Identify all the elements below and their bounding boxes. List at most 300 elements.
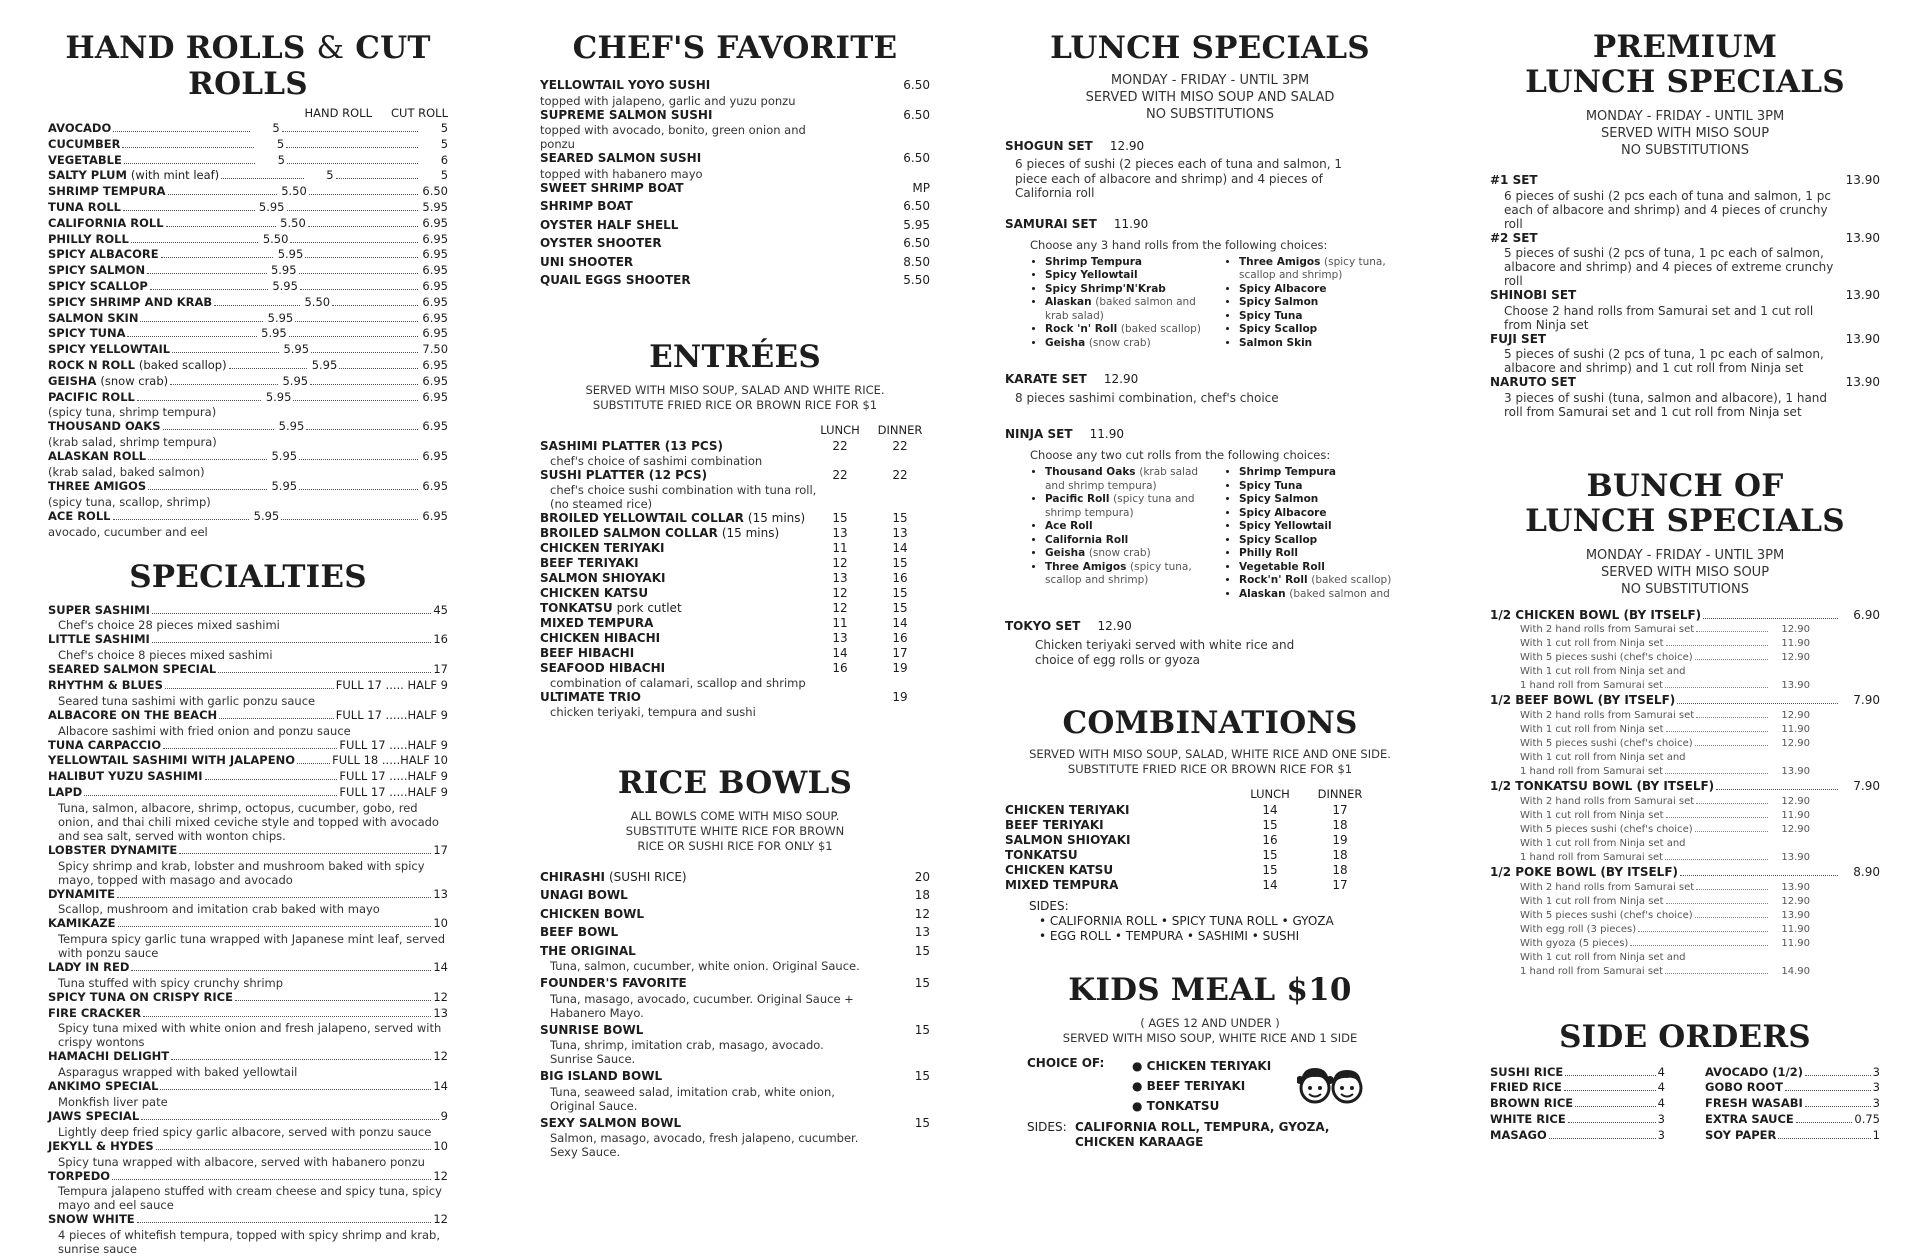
bunch-bowl-item bbox=[1490, 779, 1880, 795]
roll-choice bbox=[1239, 507, 1415, 521]
specialties-list bbox=[48, 603, 448, 1256]
premium-title-line: PREMIUM bbox=[1592, 29, 1778, 65]
bowl-option-label: With 5 pieces sushi (chef's choice) bbox=[1520, 738, 1693, 750]
lunch-price: 12 bbox=[832, 585, 848, 600]
item-name: CHICKEN TERIYAKI bbox=[540, 540, 665, 555]
side-order-item bbox=[1705, 1096, 1880, 1112]
item-name: NARUTO SET bbox=[1490, 375, 1576, 389]
item-note: (SUSHI RICE) bbox=[609, 869, 687, 884]
item-name: ACE ROLL bbox=[48, 508, 111, 523]
dinner-price: 19 bbox=[892, 689, 908, 704]
dot-leader bbox=[1665, 773, 1768, 774]
bunch-title bbox=[1490, 469, 1880, 539]
item-name: AVOCADO bbox=[48, 121, 112, 135]
item-name: VEGETABLE bbox=[48, 152, 122, 167]
bullet-icon: ● bbox=[1132, 1099, 1147, 1113]
specialties-title: SPECIALTIES bbox=[129, 558, 367, 595]
bowl-option bbox=[1490, 851, 1880, 865]
cut-roll-price: 6.95 bbox=[422, 263, 448, 278]
dinner-price: 15 bbox=[892, 585, 908, 600]
bowl-option bbox=[1490, 823, 1880, 837]
dot-leader bbox=[1796, 1122, 1853, 1123]
item-name: SUSHI RICE bbox=[1490, 1064, 1564, 1079]
item-name-wrap bbox=[540, 526, 810, 541]
hand-roll-price: 5 bbox=[326, 168, 334, 183]
roll-choice-name: Ace Roll bbox=[1045, 520, 1093, 532]
dot-leader bbox=[299, 489, 418, 490]
item-name: CHICKEN BOWL bbox=[540, 906, 645, 921]
item-name: SUPREME SALMON SUSHI bbox=[540, 107, 713, 122]
ninja-set-price: 11.90 bbox=[1089, 427, 1124, 441]
dot-leader bbox=[124, 163, 255, 164]
roll-choice bbox=[1045, 493, 1221, 520]
item-desc: Salmon, masago, avocado, fresh jalapeno, cucumber. Sexy Sauce. bbox=[550, 1131, 859, 1159]
hand-roll-price: 5.50 bbox=[281, 184, 307, 199]
item-price: 17 bbox=[433, 842, 448, 857]
item-price: 4 bbox=[1657, 1064, 1665, 1079]
roll-choice-note: (baked salmon and krab salad) bbox=[1045, 296, 1196, 322]
specialty-item bbox=[48, 603, 448, 619]
item-name-wrap bbox=[540, 944, 860, 960]
item-price: 10 bbox=[433, 1138, 448, 1153]
cut-roll-price: 7.50 bbox=[422, 342, 449, 357]
item-price: 0.75 bbox=[1854, 1112, 1880, 1127]
cut-roll-price: 5 bbox=[440, 168, 449, 183]
item-name: RHYTHM & BLUES bbox=[48, 677, 163, 692]
item-name: KAMIKAZE bbox=[48, 916, 116, 931]
samurai-set-name: SAMURAI SET bbox=[1005, 216, 1097, 231]
dot-leader bbox=[165, 688, 334, 689]
item-price: FULL 18 .....HALF 10 bbox=[332, 753, 448, 768]
combinations-sub-line: SERVED WITH MISO SOUP, SALAD, WHITE RICE AND ONE SIDE. bbox=[1029, 747, 1391, 761]
item-name-wrap bbox=[540, 511, 810, 526]
roll-choice bbox=[1239, 466, 1415, 480]
item-name: JAWS SPECIAL bbox=[48, 1109, 140, 1124]
hand-roll-price: 5.95 bbox=[265, 389, 292, 404]
dot-leader bbox=[113, 131, 249, 132]
dot-leader bbox=[1695, 917, 1768, 918]
dot-leader bbox=[1568, 1122, 1656, 1123]
dot-leader bbox=[148, 489, 267, 490]
combinations-sides-label: SIDES: bbox=[1029, 899, 1069, 913]
item-price: FULL 17 ..... HALF 9 bbox=[335, 677, 448, 692]
roll-choice-name: California Roll bbox=[1045, 533, 1129, 546]
item-name: HAMACHI DELIGHT bbox=[48, 1049, 170, 1064]
side-orders-right bbox=[1705, 1065, 1880, 1144]
combination-item bbox=[1005, 848, 1375, 863]
roll-choice-name: Spicy Salmon bbox=[1239, 296, 1319, 308]
column-premium-bunch-sides bbox=[1490, 30, 1880, 1144]
item-desc: (krab salad, shrimp tempura) bbox=[48, 435, 217, 450]
item-name: SALMON SKIN bbox=[48, 310, 139, 325]
dot-leader bbox=[1666, 731, 1768, 732]
item-desc: combination of calamari, scallop and shrimp bbox=[550, 675, 806, 690]
lunch-price: 14 bbox=[1262, 803, 1278, 817]
kids-choice bbox=[1132, 1076, 1271, 1096]
dot-leader bbox=[229, 368, 308, 369]
bowl-option bbox=[1490, 665, 1880, 679]
bowl-option bbox=[1490, 923, 1880, 937]
roll-choice-name: Pacific Roll bbox=[1045, 493, 1110, 505]
shogun-set-name: SHOGUN SET bbox=[1005, 139, 1093, 153]
hand-roll-price: 5.95 bbox=[271, 449, 298, 464]
roll-choice-name: Spicy Yellowtail bbox=[1045, 269, 1138, 281]
cut-roll-price: 6.50 bbox=[422, 184, 448, 199]
chefs-favorite-item bbox=[540, 273, 930, 289]
item-desc: Tuna, salmon, cucumber, white onion. Original Sauce. bbox=[550, 959, 860, 973]
item-name: ALBACORE ON THE BEACH bbox=[48, 707, 218, 722]
bowl-option-price: 12.90 bbox=[1781, 738, 1810, 750]
hand-roll-item bbox=[48, 449, 448, 465]
roll-choice-note: (baked salmon and bbox=[1289, 587, 1390, 600]
hand-roll-price: 5 bbox=[276, 136, 285, 151]
lunch-price: 16 bbox=[1262, 833, 1278, 847]
specialty-item bbox=[48, 1139, 448, 1155]
item-name: SUPER SASHIMI bbox=[48, 602, 150, 617]
dot-leader bbox=[1564, 1090, 1656, 1091]
bunch-bowl-item bbox=[1490, 608, 1880, 624]
side-order-item bbox=[1705, 1112, 1880, 1128]
bowl-option-label: With 1 cut roll from Ninja set bbox=[1520, 724, 1664, 736]
item-price: 5.50 bbox=[903, 273, 930, 287]
bowl-option-price: 11.90 bbox=[1781, 923, 1810, 935]
roll-choice bbox=[1239, 574, 1415, 588]
roll-choice bbox=[1239, 323, 1415, 337]
combinations-sides bbox=[1029, 899, 1415, 944]
specialty-item bbox=[48, 708, 448, 724]
bowl-option-label: With 1 cut roll from Ninja set bbox=[1520, 809, 1664, 821]
item-name: PHILLY ROLL bbox=[48, 231, 129, 246]
item-price: 20 bbox=[914, 869, 930, 884]
hand-rolls-list bbox=[48, 121, 448, 539]
dinner-price: 16 bbox=[892, 630, 908, 645]
dinner-price: 17 bbox=[892, 645, 908, 660]
item-name: TORPEDO bbox=[48, 1168, 111, 1183]
bunch-sub-line: NO SUBSTITUTIONS bbox=[1620, 581, 1749, 597]
specialty-item bbox=[48, 1212, 448, 1228]
hand-roll-item bbox=[48, 358, 448, 374]
dot-leader bbox=[147, 273, 266, 274]
bowl-option-price: 13.90 bbox=[1781, 909, 1810, 921]
roll-choice bbox=[1045, 520, 1221, 534]
item-name: THOUSAND OAKS bbox=[48, 419, 161, 434]
hand-roll-item bbox=[48, 247, 448, 263]
dot-leader bbox=[297, 763, 330, 764]
item-desc: Spicy tuna mixed with white onion and fresh jalapeno, served with crispy wontons bbox=[58, 1021, 442, 1050]
dot-leader bbox=[160, 1089, 431, 1090]
item-name: 1/2 CHICKEN BOWL (BY ITSELF) bbox=[1490, 607, 1702, 622]
item-name: YELLOWTAIL YOYO SUSHI bbox=[540, 78, 711, 92]
ninja-choices-left bbox=[1027, 466, 1221, 588]
dot-leader bbox=[293, 400, 418, 401]
chefs-favorite-title: CHEF'S FAVORITE bbox=[572, 30, 898, 66]
bowl-option bbox=[1490, 709, 1880, 723]
bowl-option-label: 1 hand roll from Samurai set bbox=[1520, 965, 1664, 977]
bowl-option-price: 12.90 bbox=[1781, 895, 1810, 907]
item-desc: 5 pieces of sushi (2 pcs of tuna, 1 pc each of salmon, albacore and shrimp) and 1 cut roll from Ninja set bbox=[1504, 347, 1824, 375]
specialty-item bbox=[48, 662, 448, 678]
dinner-price: 17 bbox=[1332, 878, 1348, 892]
roll-choice bbox=[1239, 588, 1415, 602]
roll-choice-note: (spicy tuna, scallop and shrimp) bbox=[1239, 255, 1386, 281]
dot-leader bbox=[310, 384, 418, 385]
bowl-option bbox=[1490, 795, 1880, 809]
kids-choice bbox=[1132, 1096, 1271, 1116]
kids-choice bbox=[1132, 1056, 1271, 1076]
dot-leader bbox=[1696, 717, 1768, 718]
item-name: SPICY SCALLOP bbox=[48, 278, 148, 293]
entree-item bbox=[540, 690, 930, 705]
specialty-item bbox=[48, 738, 448, 754]
specialty-item bbox=[48, 916, 448, 932]
item-price: 18 bbox=[914, 888, 930, 902]
dot-leader bbox=[332, 305, 418, 306]
item-name: YELLOWTAIL SASHIMI WITH JALAPENO bbox=[48, 753, 295, 768]
combination-item bbox=[1005, 878, 1375, 893]
dinner-price: 16 bbox=[892, 570, 908, 585]
dot-leader bbox=[131, 970, 431, 971]
rice-bowl-item bbox=[540, 907, 930, 923]
bowl-option-label: With 5 pieces sushi (chef's choice) bbox=[1520, 823, 1693, 835]
ninja-set-intro: Choose any two cut rolls from the following choices: bbox=[1030, 448, 1331, 462]
hand-roll-price: 5.95 bbox=[267, 310, 294, 325]
dot-leader bbox=[140, 321, 263, 322]
lunch-price: 22 bbox=[832, 438, 848, 453]
item-price: 15 bbox=[914, 1022, 930, 1037]
entree-item bbox=[540, 631, 930, 646]
dot-leader bbox=[1549, 1138, 1656, 1139]
kids-choice-name: CHICKEN TERIYAKI bbox=[1146, 1059, 1272, 1073]
item-name: SEARED SALMON SPECIAL bbox=[48, 662, 217, 677]
lunch-price: 15 bbox=[1262, 818, 1278, 832]
item-name: SEXY SALMON BOWL bbox=[540, 1115, 682, 1130]
item-name: SWEET SHRIMP BOAT bbox=[540, 180, 684, 195]
roll-choice-name: Vegetable Roll bbox=[1239, 560, 1325, 573]
specialty-item bbox=[48, 678, 448, 694]
dot-leader bbox=[299, 459, 418, 460]
hand-roll-item bbox=[48, 121, 448, 137]
bowl-option bbox=[1490, 881, 1880, 895]
dot-leader bbox=[218, 672, 431, 673]
bowl-option-label: 1 hand roll from Samurai set bbox=[1520, 851, 1664, 863]
item-desc: Tuna, masago, avocado, cucumber. Original Sauce + Habanero Mayo. bbox=[550, 991, 854, 1020]
item-price: 12 bbox=[433, 1168, 448, 1183]
item-price: 15 bbox=[914, 943, 930, 958]
combinations-sub-line: SUBSTITUTE FRIED RICE OR BROWN RICE FOR $1 bbox=[1067, 762, 1353, 776]
dinner-price: 15 bbox=[892, 555, 908, 570]
kids-faces-icon-svg bbox=[1297, 1060, 1367, 1108]
roll-choice bbox=[1045, 296, 1221, 323]
dot-leader bbox=[118, 926, 432, 927]
item-price: 13 bbox=[433, 886, 448, 901]
cut-roll-price: 6.95 bbox=[422, 326, 448, 341]
item-price: 13.90 bbox=[1845, 375, 1880, 389]
combinations-lunch-header: LUNCH bbox=[1250, 787, 1290, 801]
item-name-wrap bbox=[540, 690, 810, 705]
col-cut-roll-label: CUT ROLL bbox=[391, 106, 448, 120]
item-desc: Spicy shrimp and krab, lobster and mushroom baked with spicy mayo, topped with masago and avocado bbox=[58, 858, 425, 887]
item-name-wrap bbox=[540, 1069, 860, 1085]
rice-bowl-item bbox=[540, 925, 930, 941]
specialty-item bbox=[48, 1049, 448, 1065]
item-name: CALIFORNIA ROLL bbox=[48, 215, 164, 230]
rice-bowls-title: RICE BOWLS bbox=[617, 764, 853, 801]
cut-roll-price: 6 bbox=[440, 152, 449, 167]
hand-roll-price: 5.95 bbox=[278, 419, 305, 434]
hand-roll-item bbox=[48, 200, 448, 216]
item-desc: chicken teriyaki, tempura and sushi bbox=[550, 704, 756, 719]
item-name-wrap bbox=[540, 556, 810, 571]
dot-leader bbox=[166, 226, 276, 227]
combinations-subtitle bbox=[1005, 747, 1415, 777]
shogun-set bbox=[1005, 135, 1415, 201]
hand-roll-item bbox=[48, 311, 448, 327]
item-price: 13.90 bbox=[1845, 173, 1880, 187]
dot-leader bbox=[219, 718, 334, 719]
karate-set-desc: 8 pieces sashimi combination, chef's choice bbox=[1015, 391, 1279, 405]
roll-choice bbox=[1045, 323, 1221, 337]
item-price: 3 bbox=[1657, 1112, 1665, 1127]
roll-choice bbox=[1045, 561, 1221, 588]
kids-meal-sub-line: ( AGES 12 AND UNDER ) bbox=[1140, 1016, 1280, 1030]
samurai-set-price: 11.90 bbox=[1113, 216, 1149, 231]
lunch-price: 14 bbox=[832, 645, 848, 660]
dot-leader bbox=[290, 242, 418, 243]
roll-choice-note: (krab salad and shrimp tempura) bbox=[1045, 466, 1199, 492]
roll-choice-note: (spicy tuna and shrimp tempura) bbox=[1045, 493, 1195, 519]
item-price: 7.90 bbox=[1853, 693, 1880, 708]
item-name-wrap bbox=[540, 571, 810, 586]
dot-leader bbox=[127, 336, 256, 337]
entree-item bbox=[540, 439, 930, 454]
bowl-option-price: 11.90 bbox=[1781, 809, 1810, 821]
bowl-option-label: With egg roll (3 pieces) bbox=[1520, 923, 1637, 935]
lunch-price: 13 bbox=[832, 630, 848, 645]
dot-leader bbox=[336, 178, 418, 179]
item-name: HALIBUT YUZU SASHIMI bbox=[48, 769, 203, 784]
rice-bowls-sub-line: RICE OR SUSHI RICE FOR ONLY $1 bbox=[637, 838, 833, 853]
item-name: BROILED SALMON COLLAR bbox=[540, 525, 718, 540]
bowl-option bbox=[1490, 737, 1880, 751]
item-price: 13.90 bbox=[1845, 230, 1880, 245]
item-desc: Lightly deep fried spicy garlic albacore, served with ponzu sauce bbox=[58, 1124, 432, 1139]
dot-leader bbox=[1696, 803, 1768, 804]
dot-leader bbox=[289, 336, 418, 337]
tokyo-set bbox=[1005, 615, 1415, 667]
item-name: 1/2 POKE BOWL (BY ITSELF) bbox=[1490, 864, 1678, 879]
roll-choice bbox=[1239, 256, 1415, 283]
bowl-option bbox=[1490, 895, 1880, 909]
kids-meal-choices bbox=[1027, 1056, 1415, 1116]
dinner-price: 22 bbox=[892, 438, 908, 453]
hand-roll-price: 5.50 bbox=[280, 215, 306, 230]
item-desc: Tuna, shrimp, imitation crab, masago, avocado. Sunrise Sauce. bbox=[550, 1038, 824, 1066]
item-price: 15 bbox=[914, 976, 930, 990]
item-name: CHICKEN TERIYAKI bbox=[1005, 803, 1130, 817]
rice-bowl-item bbox=[540, 1069, 930, 1085]
roll-choice-name: Geisha bbox=[1045, 336, 1086, 349]
item-desc: avocado, cucumber and eel bbox=[48, 524, 208, 539]
item-name: SALMON SHIOYAKI bbox=[540, 570, 666, 585]
item-price: MP bbox=[912, 180, 930, 195]
item-name: CHICKEN KATSU bbox=[540, 585, 649, 600]
item-desc: (krab salad, baked salmon) bbox=[48, 464, 205, 479]
roll-choice bbox=[1045, 256, 1221, 270]
hand-roll-item bbox=[48, 153, 448, 169]
lunch-specials-sub-line: MONDAY - FRIDAY - UNTIL 3PM bbox=[1110, 73, 1310, 88]
bullet-icon: ● bbox=[1132, 1079, 1147, 1093]
dot-leader bbox=[112, 1179, 431, 1180]
item-name: ROCK N ROLL bbox=[48, 357, 135, 372]
item-desc: Chef's choice 8 pieces mixed sashimi bbox=[58, 648, 273, 663]
item-price: 8.50 bbox=[903, 254, 930, 269]
item-name-wrap bbox=[540, 976, 860, 992]
dot-leader bbox=[1666, 645, 1768, 646]
item-name-wrap bbox=[540, 646, 810, 661]
item-name-wrap bbox=[540, 601, 810, 616]
item-price: 3 bbox=[1872, 1080, 1880, 1095]
item-desc: Chef's choice 28 pieces mixed sashimi bbox=[58, 618, 280, 633]
item-name: UNAGI BOWL bbox=[540, 888, 628, 902]
item-name: SUNRISE BOWL bbox=[540, 1022, 644, 1037]
kids-choice-name: TONKATSU bbox=[1146, 1099, 1220, 1113]
dot-leader bbox=[214, 305, 300, 306]
item-price: FULL 17 .....HALF 9 bbox=[339, 737, 448, 752]
premium-item bbox=[1490, 288, 1880, 304]
roll-choice-note: (spicy tuna, scallop and shrimp) bbox=[1045, 560, 1192, 586]
bullet-icon: ● bbox=[1132, 1059, 1147, 1073]
bowl-option bbox=[1490, 751, 1880, 765]
item-price: 8.90 bbox=[1853, 864, 1880, 879]
item-name: MIXED TEMPURA bbox=[1005, 878, 1119, 892]
roll-choice bbox=[1239, 337, 1415, 351]
dot-leader bbox=[84, 795, 337, 796]
hand-roll-item bbox=[48, 419, 448, 435]
combination-item bbox=[1005, 863, 1375, 878]
dot-leader bbox=[306, 429, 418, 430]
item-name-wrap bbox=[540, 1023, 860, 1039]
side-order-item bbox=[1490, 1128, 1665, 1144]
hand-roll-price: 5 bbox=[277, 152, 285, 167]
item-name: DYNAMITE bbox=[48, 886, 115, 901]
lunch-price: 12 bbox=[832, 555, 848, 570]
item-desc: topped with jalapeno, garlic and yuzu ponzu bbox=[540, 93, 796, 108]
dot-leader bbox=[1665, 859, 1768, 860]
entrees-title: ENTRÉES bbox=[649, 338, 821, 375]
combinations-title: COMBINATIONS bbox=[1062, 705, 1358, 741]
hand-roll-price: 5.95 bbox=[271, 478, 298, 493]
lunch-price: 12 bbox=[832, 600, 848, 615]
dot-leader bbox=[156, 1149, 432, 1150]
kids-meal-subtitle bbox=[1005, 1016, 1415, 1046]
item-name: ULTIMATE TRIO bbox=[540, 689, 642, 704]
rice-bowl-item bbox=[540, 1023, 930, 1039]
hand-roll-item bbox=[48, 342, 448, 358]
samurai-set bbox=[1005, 213, 1415, 351]
dot-leader bbox=[1778, 1138, 1870, 1139]
dinner-price: 14 bbox=[892, 615, 908, 630]
hand-roll-item bbox=[48, 184, 448, 200]
item-price: 13.90 bbox=[1845, 288, 1880, 302]
lunch-specials-sub-line: NO SUBSTITUTIONS bbox=[1145, 107, 1274, 122]
item-price: FULL 17 .....HALF 9 bbox=[339, 769, 448, 784]
item-desc: Choose 2 hand rolls from Samurai set and 1 cut roll from Ninja set bbox=[1504, 303, 1814, 332]
item-desc: 6 pieces of sushi (2 pcs each of tuna and salmon, 1 pc each of albacore and shrimp) and 4 pieces of crunchy roll bbox=[1504, 188, 1831, 231]
item-name: SASHIMI PLATTER (13 PCS) bbox=[540, 438, 724, 453]
item-name: SUSHI PLATTER (12 PCS) bbox=[540, 467, 708, 482]
item-note: (with mint leaf) bbox=[130, 168, 220, 183]
lunch-price: 14 bbox=[1262, 878, 1278, 892]
